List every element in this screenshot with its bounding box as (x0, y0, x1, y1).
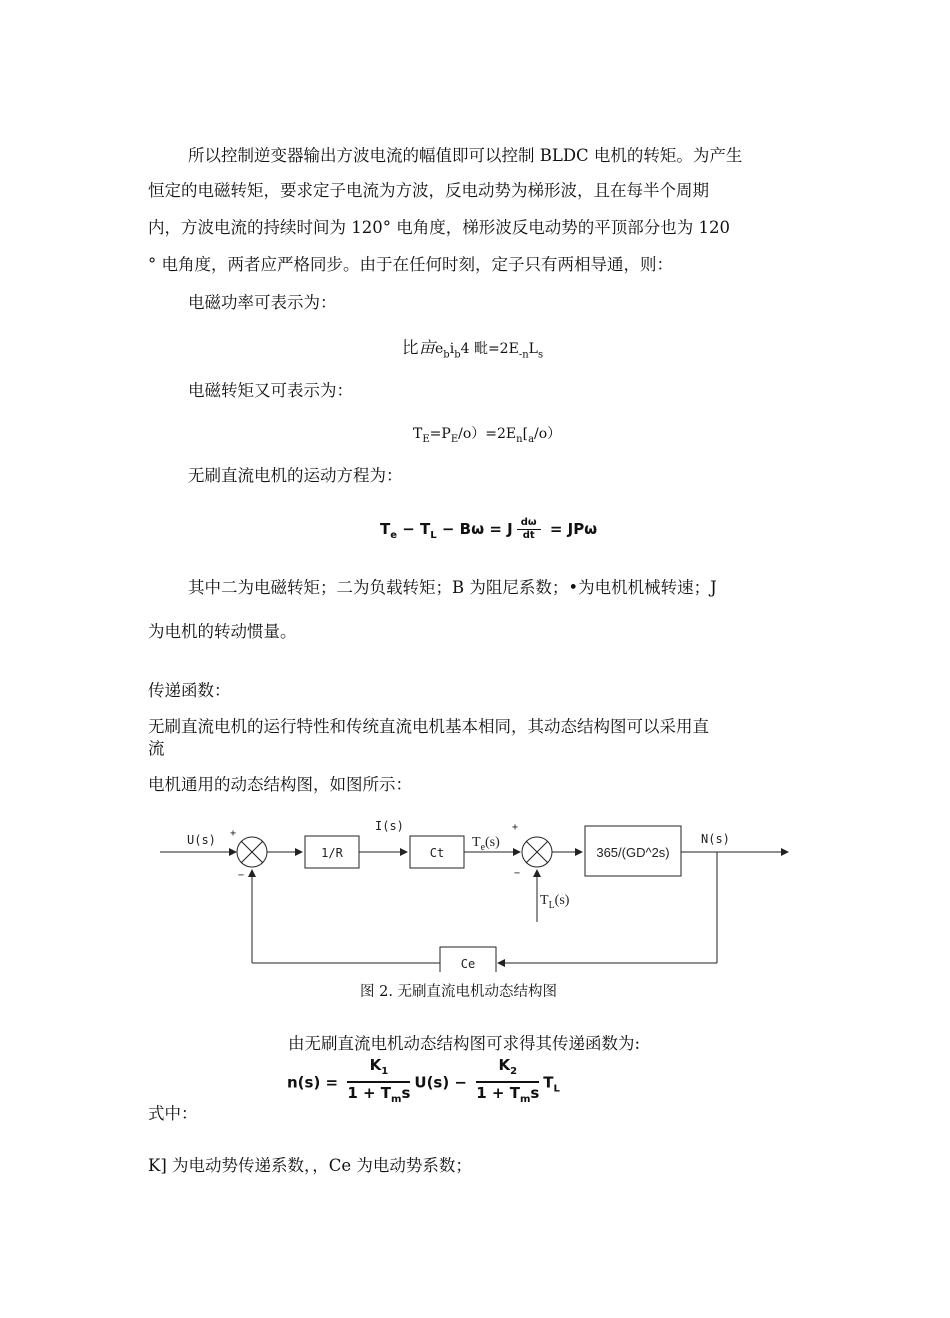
power-eq-part5: 4 毗=2E (460, 341, 519, 357)
motion-intro: 无刷直流电机的运动方程为： (188, 466, 403, 485)
torque-eq-e: /o） (534, 426, 562, 442)
motion-eq-fraction (517, 517, 541, 542)
para1-line1: 所以控制逆变器输出方波电流的幅值即可以控制 BLDC 电机的转矩。为产生 (188, 146, 743, 165)
tf-eq-den1-sub: m (391, 1094, 402, 1105)
tf-para-line3: 电机通用的动态结构图，如图所示： (148, 775, 412, 794)
label-te-suffix: (s) (485, 835, 500, 850)
tf-eq-den2 (476, 1083, 539, 1110)
sign-plus-1: + (230, 828, 237, 839)
label-tl-suffix: (s) (554, 893, 570, 908)
tf-eq-num2-k: K (498, 1056, 511, 1074)
tf-eq-den1-main: 1 + T (347, 1084, 392, 1102)
block-1-over-r-label: 1/R (321, 846, 343, 860)
motion-eq-L-sub: L (430, 530, 437, 541)
block-ct-label: Ct (429, 846, 445, 860)
where-line2: 为电机的转动惯量。 (148, 622, 297, 641)
tf-para-line2: 流 (148, 739, 165, 758)
power-eq-part1: 比 (402, 338, 419, 357)
torque-eq-c: /o）=2E (458, 426, 517, 442)
tf-eq-fraction-2 (476, 1056, 539, 1110)
tf-eq-tail: T (543, 1073, 554, 1092)
torque-eq-b: =P (429, 426, 451, 442)
torque-eq-d-sub: a (528, 433, 535, 445)
power-eq-part4: i (449, 341, 455, 357)
block-365-gd2s-label: 365/(GD^2s) (596, 845, 670, 860)
motion-eq-e-sub: e (390, 530, 398, 541)
where-line1: 其中二为电磁转矩；二为负载转矩；B 为阻尼系数；•为电机机械转速；J (188, 578, 717, 597)
power-eq-part2: 亩 (418, 338, 435, 357)
motion-eq-minus2: − Bω = J (436, 520, 513, 538)
label-te-letter: T (472, 835, 481, 850)
tf-eq-lhs: n(s) = (287, 1073, 339, 1092)
tf-heading: 传递函数： (148, 681, 231, 700)
torque-eq-b-sub: E (450, 433, 459, 445)
torque-eq-a: T (413, 426, 423, 442)
torque-eq-a-sub: E (422, 433, 430, 445)
label-u-s: U(s) (187, 833, 216, 847)
power-eq-part6: L (528, 341, 538, 357)
torque-eq-d: [ (522, 426, 529, 442)
torque-equation (413, 424, 561, 450)
label-n-s: N(s) (701, 832, 730, 846)
para1-line3: 内，方波电流的持续时间为 120° 电角度，梯形波反电动势的平顶部分也为 120 (148, 218, 730, 237)
sign-plus-2: + (512, 822, 519, 833)
final-line: K] 为电动势传递系数，，Ce 为电动势系数； (148, 1156, 472, 1175)
label-i-s: I(s) (375, 819, 404, 833)
torque-intro: 电磁转矩又可表示为： (188, 381, 353, 400)
label-tl-s (540, 893, 570, 911)
sign-minus-2: − (514, 868, 521, 879)
power-eq-sub1: b (443, 349, 450, 361)
power-equation (402, 338, 543, 365)
tf-eq-mid: U(s) − (414, 1073, 468, 1092)
tf-eq-den1 (347, 1083, 410, 1110)
shizhong-label: 式中： (148, 1104, 198, 1123)
label-tl-sub: L (548, 900, 555, 911)
block-diagram (150, 812, 800, 972)
tf-eq-num2-sub: 2 (510, 1066, 518, 1077)
motion-eq-den: dt (522, 530, 535, 541)
tf-eq-den2-sub: m (519, 1094, 531, 1105)
tf-eq-den2-s: s (530, 1084, 540, 1102)
motion-eq-minus1: − T (397, 520, 431, 538)
tf-eq-num1-k: K (369, 1056, 382, 1074)
power-eq-sub2: b (454, 349, 461, 361)
tf-eq-fraction-1 (347, 1056, 410, 1110)
para1-line4: ° 电角度，两者应严格同步。由于在任何时刻，定子只有两相导通，则： (148, 255, 673, 274)
para1-line2: 恒定的电磁转矩，要求定子电流为方波，反电动势为梯形波，且在每半个周期 (148, 181, 709, 200)
tf-eq-tail-sub: L (553, 1083, 560, 1095)
label-te-sub: e (480, 842, 486, 853)
tf-eq-den2-main: 1 + T (476, 1084, 520, 1102)
motion-eq-num: dω (517, 517, 541, 530)
tf-equation (287, 1056, 560, 1114)
motion-eq-T: T (380, 520, 391, 538)
power-eq-sub3: -n (518, 349, 529, 361)
power-eq-part3: e (435, 341, 444, 357)
tf-eq-num1-sub: 1 (381, 1066, 389, 1077)
label-te-s (472, 835, 500, 853)
torque-eq-c-sub: n (516, 433, 523, 445)
motion-eq-rest: = JPω (544, 520, 598, 538)
label-tl-letter: T (540, 893, 549, 908)
power-eq-sub4: s (537, 349, 544, 361)
block-ce-label: Ce (460, 957, 476, 971)
motion-equation (380, 512, 597, 553)
tf-intro: 由无刷直流电机动态结构图可求得其传递函数为: (288, 1034, 641, 1053)
power-intro: 电磁功率可表示为： (188, 293, 337, 312)
tf-eq-num1 (347, 1056, 410, 1083)
tf-eq-den1-s: s (401, 1084, 411, 1102)
tf-eq-num2 (476, 1056, 539, 1083)
tf-para-line1: 无刷直流电机的运行特性和传统直流电机基本相同，其动态结构图可以采用直 (148, 717, 709, 736)
sign-minus-1: − (238, 870, 245, 881)
figure-caption: 图 2. 无刷直流电机动态结构图 (360, 984, 558, 1000)
